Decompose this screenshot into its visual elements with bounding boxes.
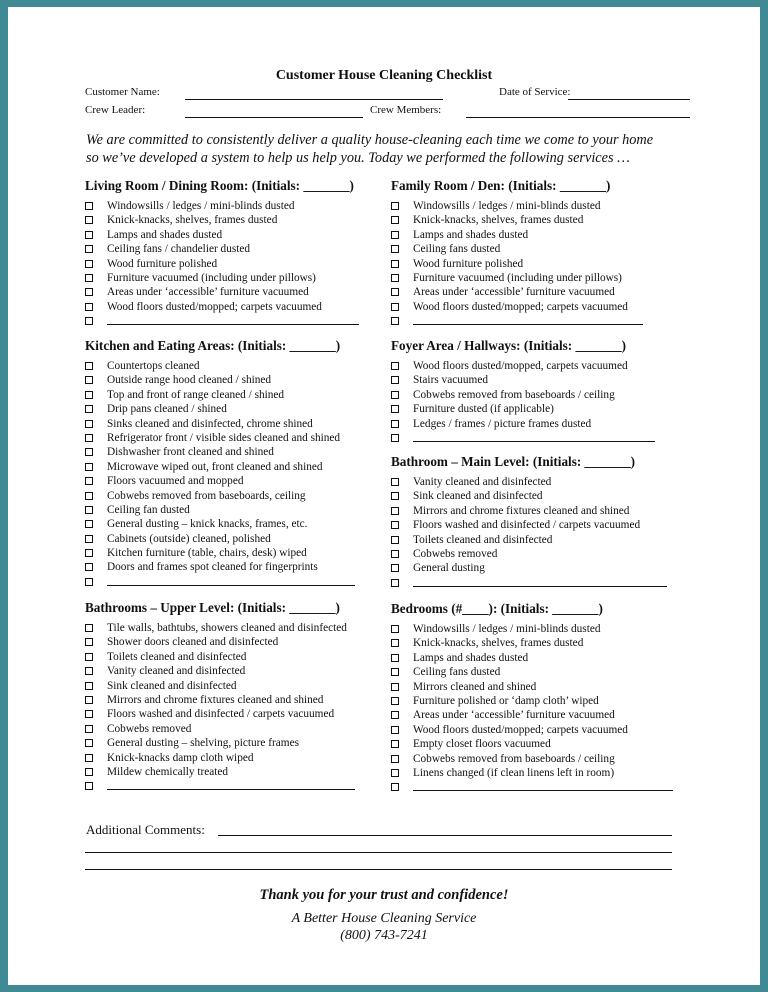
checklist-item — [391, 504, 691, 518]
checkbox[interactable] — [391, 362, 399, 370]
checklist-item-label: Countertops cleaned — [107, 360, 200, 372]
checklist-item-label: Mirrors and chrome fixtures cleaned and shined — [107, 693, 324, 706]
checklist-item-label: Vanity cleaned and disinfected — [413, 476, 552, 488]
checklist-item — [85, 373, 380, 387]
checkbox[interactable] — [85, 303, 93, 311]
checklist-item-label: General dusting — [413, 562, 485, 575]
company-info — [8, 910, 760, 944]
checklist-item-label: Ceiling fans dusted — [413, 666, 501, 679]
checklist-item — [391, 694, 691, 708]
checkbox[interactable] — [391, 740, 399, 748]
checklist-item — [85, 388, 380, 402]
checklist-item-label: Windowsills / ledges / mini-blinds dusted — [413, 200, 601, 212]
checkbox[interactable] — [85, 420, 93, 428]
crew-members-field[interactable] — [466, 117, 690, 118]
checklist-item-label: Areas under ‘accessible’ furniture vacuumed — [413, 709, 615, 722]
checkbox[interactable] — [391, 216, 399, 224]
checklist-item — [85, 213, 380, 227]
checklist-item-label: Lamps and shades dusted — [413, 228, 529, 241]
checklist-item — [85, 503, 380, 517]
write-in-line[interactable] — [413, 780, 673, 791]
checklist-item-label: Cobwebs removed from baseboards / ceiling — [413, 752, 615, 765]
checklist-item — [391, 636, 691, 650]
checklist-item — [85, 359, 380, 373]
write-in-line[interactable] — [107, 314, 359, 325]
checkbox[interactable] — [391, 521, 399, 529]
checklist-items — [85, 621, 385, 794]
checklist-item-label: Knick-knacks, shelves, frames dusted — [413, 214, 584, 227]
checklist-item-label: Windowsills / ledges / mini-blinds dusted — [413, 623, 601, 635]
write-in-line[interactable] — [107, 779, 355, 790]
checklist-item — [85, 621, 385, 635]
checklist-item-label: Wood furniture polished — [413, 257, 524, 270]
section-family-den — [391, 177, 691, 329]
checkbox[interactable] — [85, 231, 93, 239]
checklist-item — [85, 765, 385, 779]
checklist-item-blank — [391, 314, 691, 328]
checkbox[interactable] — [85, 202, 93, 210]
customer-name-label: Customer Name: — [85, 86, 160, 98]
checklist-item-label: Floors washed and disinfected / carpets vacuumed — [413, 519, 641, 532]
intro-text — [86, 131, 726, 167]
checklist-item-label: Linens changed (if clean linens left in room) — [413, 766, 615, 779]
crew-members-label: Crew Members: — [370, 104, 442, 116]
checkbox[interactable] — [391, 245, 399, 253]
checklist-item — [391, 271, 691, 285]
write-in-line[interactable] — [413, 576, 667, 587]
checklist-item-label: Outside range hood cleaned / shined — [107, 374, 272, 387]
checklist-item — [85, 257, 380, 271]
checkbox[interactable] — [85, 682, 93, 690]
checklist-item — [391, 228, 691, 242]
checkbox[interactable] — [85, 535, 93, 543]
checklist-item-label: General dusting – knick knacks, frames, etc. — [107, 518, 308, 531]
checklist-item — [391, 388, 691, 402]
checkbox[interactable] — [85, 405, 93, 413]
checklist-item-label: Knick-knacks, shelves, frames dusted — [107, 214, 278, 227]
checklist-item — [85, 271, 380, 285]
checklist-item-label: Top and front of range cleaned / shined — [107, 388, 285, 401]
checklist-item-label: Furniture vacuumed (including under pillows) — [107, 271, 316, 284]
checklist-item — [85, 650, 385, 664]
checklist-item — [391, 533, 691, 547]
checklist-item-blank — [85, 314, 380, 328]
checkbox[interactable] — [391, 202, 399, 210]
checkbox[interactable] — [391, 536, 399, 544]
checklist-item-blank — [391, 431, 691, 445]
checkbox[interactable] — [391, 260, 399, 268]
checklist-item — [391, 199, 691, 213]
checklist-item-label: Ledges / frames / picture frames dusted — [413, 417, 592, 430]
checklist-item-label: Floors vacuumed and mopped — [107, 475, 244, 488]
checklist-item — [85, 560, 380, 574]
section-heading: Bedrooms (#____): (Initials: _______) — [391, 601, 603, 616]
company-phone: (800) 743-7241 — [340, 928, 428, 943]
checklist-items — [391, 622, 691, 795]
checkbox[interactable] — [85, 492, 93, 500]
checkbox[interactable] — [391, 579, 399, 587]
checklist-item-label: Lamps and shades dusted — [107, 228, 223, 241]
checklist-item — [391, 285, 691, 299]
checklist-item-label: Ceiling fans dusted — [413, 243, 501, 256]
comments-label: Additional Comments: — [86, 822, 205, 837]
checkbox[interactable] — [85, 216, 93, 224]
checklist-item — [85, 300, 380, 314]
checklist-item-label: Wood floors dusted/mopped; carpets vacuumed — [413, 723, 628, 736]
checklist-item — [391, 373, 691, 387]
checklist-item-label: Dishwasher front cleaned and shined — [107, 446, 274, 459]
checkbox[interactable] — [85, 288, 93, 296]
checklist-item-label: Knick-knacks damp cloth wiped — [107, 751, 254, 764]
checkbox[interactable] — [85, 477, 93, 485]
section-living-dining — [85, 177, 380, 329]
checklist-item-label: Furniture vacuumed (including under pillows) — [413, 271, 622, 284]
checkbox[interactable] — [391, 492, 399, 500]
checkbox[interactable] — [85, 245, 93, 253]
checklist-item — [391, 561, 691, 575]
checklist-item-label: Mildew chemically treated — [107, 765, 229, 778]
checklist-item-label: Wood floors dusted/mopped; carpets vacuumed — [413, 300, 628, 313]
checklist-item — [85, 664, 385, 678]
checklist-item — [391, 723, 691, 737]
checkbox[interactable] — [85, 563, 93, 571]
checklist-item-blank — [391, 576, 691, 590]
checklist-item — [85, 635, 385, 649]
checkbox[interactable] — [85, 362, 93, 370]
checklist-item-label: Toilets cleaned and disinfected — [107, 650, 247, 663]
checklist-item — [85, 417, 380, 431]
checkbox[interactable] — [391, 726, 399, 734]
write-in-line[interactable] — [413, 314, 643, 325]
checklist-item — [391, 300, 691, 314]
checkbox[interactable] — [391, 755, 399, 763]
checklist-item — [391, 622, 691, 636]
checklist-item — [85, 199, 380, 213]
checklist-item — [85, 532, 380, 546]
checkbox[interactable] — [85, 739, 93, 747]
intro-line-1: We are committed to consistently deliver a quality house-cleaning each time we come to your home — [86, 132, 654, 148]
checkbox[interactable] — [85, 317, 93, 325]
checklist-item-label: Cabinets (outside) cleaned, polished — [107, 532, 271, 545]
checklist-item-label: Ceiling fan dusted — [107, 503, 190, 516]
checkbox[interactable] — [85, 754, 93, 762]
checkbox[interactable] — [391, 783, 399, 791]
checklist-item-blank — [85, 575, 380, 589]
checklist-items — [391, 199, 691, 329]
checkbox[interactable] — [391, 405, 399, 413]
comments-line-1[interactable] — [218, 835, 672, 836]
checklist-item — [85, 736, 385, 750]
checklist-item-label: Knick-knacks, shelves, frames dusted — [413, 637, 584, 650]
checklist-item-label: Vanity cleaned and disinfected — [107, 665, 246, 678]
checklist-item — [391, 359, 691, 373]
checklist-item-label: Areas under ‘accessible’ furniture vacuumed — [107, 286, 309, 299]
checklist-item — [391, 766, 691, 780]
checklist-item-label: Sinks cleaned and disinfected, chrome shined — [107, 417, 313, 430]
checklist-item-label: Cobwebs removed — [107, 722, 192, 735]
checkbox[interactable] — [85, 696, 93, 704]
checkbox[interactable] — [391, 420, 399, 428]
checklist-item — [391, 518, 691, 532]
checkbox[interactable] — [391, 769, 399, 777]
checklist-item — [85, 517, 380, 531]
crew-leader-field[interactable] — [185, 117, 363, 118]
checklist-item — [391, 651, 691, 665]
checklist-item-label: Doors and frames spot cleaned for fingerprints — [107, 561, 318, 574]
checklist-item-label: Microwave wiped out, front cleaned and shined — [107, 460, 323, 473]
checklist-page — [8, 7, 760, 985]
checkbox[interactable] — [391, 625, 399, 633]
checklist-item-label: Sink cleaned and disinfected — [107, 679, 237, 692]
checklist-item-label: Refrigerator front / visible sides cleaned and shined — [107, 431, 341, 444]
checklist-item — [85, 751, 385, 765]
checklist-item-label: Areas under ‘accessible’ furniture vacuumed — [413, 286, 615, 299]
checklist-item-label: General dusting – shelving, picture frames — [107, 737, 299, 750]
checkbox[interactable] — [85, 463, 93, 471]
thank-you-text: Thank you for your trust and confidence! — [259, 887, 509, 903]
checklist-item-label: Mirrors and chrome fixtures cleaned and shined — [413, 504, 630, 517]
checkbox[interactable] — [85, 274, 93, 282]
checklist-item-label: Floors washed and disinfected / carpets vacuumed — [107, 708, 335, 721]
checkbox[interactable] — [85, 506, 93, 514]
checkbox[interactable] — [391, 478, 399, 486]
section-heading: Kitchen and Eating Areas: (Initials: _______) — [85, 338, 341, 353]
checkbox[interactable] — [391, 376, 399, 384]
checklist-item-label: Empty closet floors vacuumed — [413, 738, 551, 751]
checklist-items — [391, 475, 691, 590]
checklist-item-label: Lamps and shades dusted — [413, 651, 529, 664]
checklist-item — [391, 475, 691, 489]
checklist-item-label: Sink cleaned and disinfected — [413, 490, 543, 503]
checklist-item — [85, 722, 385, 736]
checkbox[interactable] — [391, 231, 399, 239]
checklist-item-label: Drip pans cleaned / shined — [107, 403, 227, 416]
checklist-item-label: Toilets cleaned and disinfected — [413, 533, 553, 546]
checkbox[interactable] — [85, 710, 93, 718]
checklist-item — [391, 547, 691, 561]
checkbox[interactable] — [85, 578, 93, 586]
checkbox[interactable] — [391, 288, 399, 296]
checklist-item-blank — [391, 780, 691, 794]
checklist-item — [85, 546, 380, 560]
checklist-item — [85, 402, 380, 416]
comments-line-3[interactable] — [85, 869, 672, 870]
checkbox[interactable] — [85, 638, 93, 646]
checklist-item — [85, 242, 380, 256]
checkbox[interactable] — [85, 448, 93, 456]
checkbox[interactable] — [85, 434, 93, 442]
checklist-item — [85, 460, 380, 474]
checkbox[interactable] — [391, 654, 399, 662]
customer-name-field[interactable] — [185, 99, 443, 100]
section-heading: Bathroom – Main Level: (Initials: _______) — [391, 454, 636, 469]
checkbox[interactable] — [391, 639, 399, 647]
checklist-item-label: Stairs vacuumed — [413, 374, 488, 387]
checkbox[interactable] — [391, 550, 399, 558]
checkbox[interactable] — [391, 391, 399, 399]
checklist-item-label: Tile walls, bathtubs, showers cleaned and disinfected — [107, 622, 347, 634]
checklist-item — [391, 665, 691, 679]
checkbox[interactable] — [85, 376, 93, 384]
checklist-item-label: Wood furniture polished — [107, 257, 218, 270]
section-bedrooms — [391, 600, 691, 795]
checklist-items — [85, 359, 380, 589]
checklist-items — [85, 199, 380, 329]
intro-line-2: so we’ve developed a system to help us help you. Today we performed the following services … — [86, 150, 630, 166]
checklist-item-label: Mirrors cleaned and shined — [413, 680, 537, 693]
checkbox[interactable] — [85, 624, 93, 632]
comments-line-2[interactable] — [85, 852, 672, 853]
checklist-item — [85, 679, 385, 693]
checklist-item-label: Cobwebs removed — [413, 547, 498, 560]
checkbox[interactable] — [391, 303, 399, 311]
checklist-item-label: Furniture dusted (if applicable) — [413, 403, 554, 416]
date-of-service-field[interactable] — [568, 99, 690, 100]
checklist-item — [391, 213, 691, 227]
checklist-item — [85, 693, 385, 707]
checkbox[interactable] — [391, 434, 399, 442]
write-in-line[interactable] — [107, 575, 355, 586]
section-bathrooms-upper — [85, 599, 385, 794]
section-heading: Family Room / Den: (Initials: _______) — [391, 178, 611, 193]
section-heading: Bathrooms – Upper Level: (Initials: _______) — [85, 600, 340, 615]
checklist-item — [85, 431, 380, 445]
section-bathroom-main — [391, 453, 691, 590]
checklist-item — [391, 708, 691, 722]
checklist-item-label: Ceiling fans / chandelier dusted — [107, 243, 251, 256]
checkbox[interactable] — [85, 549, 93, 557]
checklist-item-label: Wood floors dusted/mopped, carpets vacuumed — [413, 360, 628, 372]
checklist-item — [85, 285, 380, 299]
checklist-item-label: Windowsills / ledges / mini-blinds dusted — [107, 200, 295, 212]
checkbox[interactable] — [85, 768, 93, 776]
checkbox[interactable] — [391, 711, 399, 719]
checklist-item — [391, 242, 691, 256]
checkbox[interactable] — [391, 317, 399, 325]
checkbox[interactable] — [85, 391, 93, 399]
checkbox[interactable] — [391, 683, 399, 691]
checklist-item — [85, 228, 380, 242]
checkbox[interactable] — [85, 667, 93, 675]
checklist-item-label: Furniture polished or ‘damp cloth’ wiped — [413, 694, 599, 707]
checklist-item — [391, 402, 691, 416]
checklist-item — [391, 680, 691, 694]
checkbox[interactable] — [391, 274, 399, 282]
section-heading: Living Room / Dining Room: (Initials: _______) — [85, 178, 354, 193]
checkbox[interactable] — [85, 782, 93, 790]
checklist-item — [391, 737, 691, 751]
checklist-item — [85, 474, 380, 488]
date-of-service-label: Date of Service: — [499, 86, 571, 98]
crew-leader-label: Crew Leader: — [85, 104, 146, 116]
document-title: Customer House Cleaning Checklist — [275, 68, 493, 83]
checkbox[interactable] — [391, 668, 399, 676]
checklist-item — [391, 257, 691, 271]
company-name: A Better House Cleaning Service — [291, 911, 477, 926]
checklist-item-label: Shower doors cleaned and disinfected — [107, 636, 279, 649]
checklist-item-label: Cobwebs removed from baseboards, ceiling — [107, 489, 306, 502]
checklist-item-label: Kitchen furniture (table, chairs, desk) wiped — [107, 547, 307, 560]
section-kitchen — [85, 337, 380, 589]
checkbox[interactable] — [85, 653, 93, 661]
checklist-item — [85, 489, 380, 503]
checklist-item-blank — [85, 779, 385, 793]
checklist-items — [391, 359, 691, 445]
checkbox[interactable] — [85, 520, 93, 528]
checkbox[interactable] — [391, 507, 399, 515]
checklist-item — [391, 752, 691, 766]
checkbox[interactable] — [85, 260, 93, 268]
checklist-item — [85, 707, 385, 721]
checkbox[interactable] — [391, 564, 399, 572]
section-foyer-hallways — [391, 337, 691, 445]
checklist-item-label: Cobwebs removed from baseboards / ceiling — [413, 388, 615, 401]
section-heading: Foyer Area / Hallways: (Initials: _______) — [391, 338, 627, 353]
checkbox[interactable] — [85, 725, 93, 733]
checkbox[interactable] — [391, 697, 399, 705]
checklist-item-label: Wood floors dusted/mopped; carpets vacuumed — [107, 300, 322, 313]
checklist-item — [391, 417, 691, 431]
checklist-item — [85, 445, 380, 459]
write-in-line[interactable] — [413, 431, 655, 442]
checklist-item — [391, 489, 691, 503]
